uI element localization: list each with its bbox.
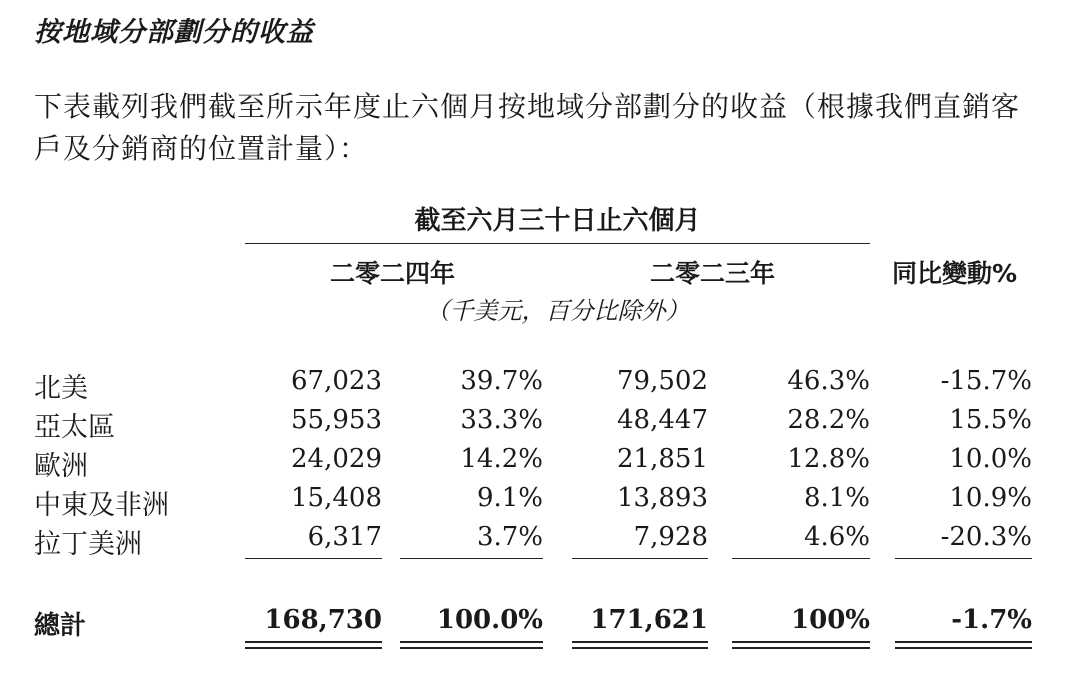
revenue-2023: 48,447 [617,405,708,435]
total-yoy-change: -1.7% [951,605,1032,635]
total-double-rule [732,641,870,649]
percent-2024: 9.1% [476,483,543,513]
revenue-2024: 67,023 [291,366,382,396]
revenue-2024: 6,317 [307,522,382,552]
period-header-rule [245,243,870,244]
yoy-change: 10.9% [949,483,1032,513]
year-2024-header: 二零二四年 [330,259,456,288]
subtotal-rule [895,558,1032,559]
revenue-2024: 15,408 [291,483,382,513]
percent-2024: 33.3% [460,405,543,435]
total-double-rule [895,641,1032,649]
subtotal-rule [572,558,708,559]
period-header: 截至六月三十日止六個月 [414,206,701,236]
percent-2023: 4.6% [803,522,870,552]
revenue-2023: 79,502 [617,366,708,396]
table-row [0,483,1080,523]
table-row [0,405,1080,445]
region-label: 亞太區 [34,412,115,443]
yoy-change: 15.5% [949,405,1032,435]
percent-2024: 14.2% [460,444,543,474]
total-label: 總計 [34,611,87,641]
total-revenue-2024: 168,730 [264,605,382,635]
region-label: 中東及非洲 [34,490,169,521]
table-row [0,444,1080,484]
percent-2024: 3.7% [476,522,543,552]
percent-2024: 39.7% [460,366,543,396]
percent-2023: 12.8% [787,444,870,474]
total-percent-2024: 100.0% [436,605,543,635]
subtotal-rule [732,558,870,559]
percent-2023: 8.1% [803,483,870,513]
total-double-rule [400,641,543,649]
region-label: 拉丁美洲 [34,529,142,560]
revenue-2023: 7,928 [633,522,708,552]
region-label: 北美 [34,373,88,404]
revenue-2024: 55,953 [291,405,382,435]
yoy-change-header: 同比變動% [892,259,1018,288]
yoy-change: -15.7% [940,366,1032,396]
unit-note: （千美元，百分比除外） [425,297,690,325]
revenue-2023: 13,893 [617,483,708,513]
percent-2023: 46.3% [787,366,870,396]
subtotal-rule [245,558,382,559]
table-row [0,522,1080,562]
total-percent-2023: 100% [791,605,870,635]
total-double-rule [245,641,382,649]
percent-2023: 28.2% [787,405,870,435]
region-label: 歐洲 [34,451,88,482]
total-row [0,605,1080,645]
section-heading: 按地域分部劃分的收益 [34,17,314,48]
yoy-change: 10.0% [949,444,1032,474]
total-double-rule [572,641,708,649]
table-row [0,366,1080,406]
revenue-2024: 24,029 [291,444,382,474]
year-2023-header: 二零二三年 [650,259,776,288]
revenue-2023: 21,851 [617,444,708,474]
subtotal-rule [400,558,543,559]
intro-paragraph: 下表載列我們截至所示年度止六個月按地域分部劃分的收益（根據我們直銷客戶及分銷商的位置計量）： [34,90,1021,165]
yoy-change: -20.3% [940,522,1032,552]
total-revenue-2023: 171,621 [590,605,708,635]
